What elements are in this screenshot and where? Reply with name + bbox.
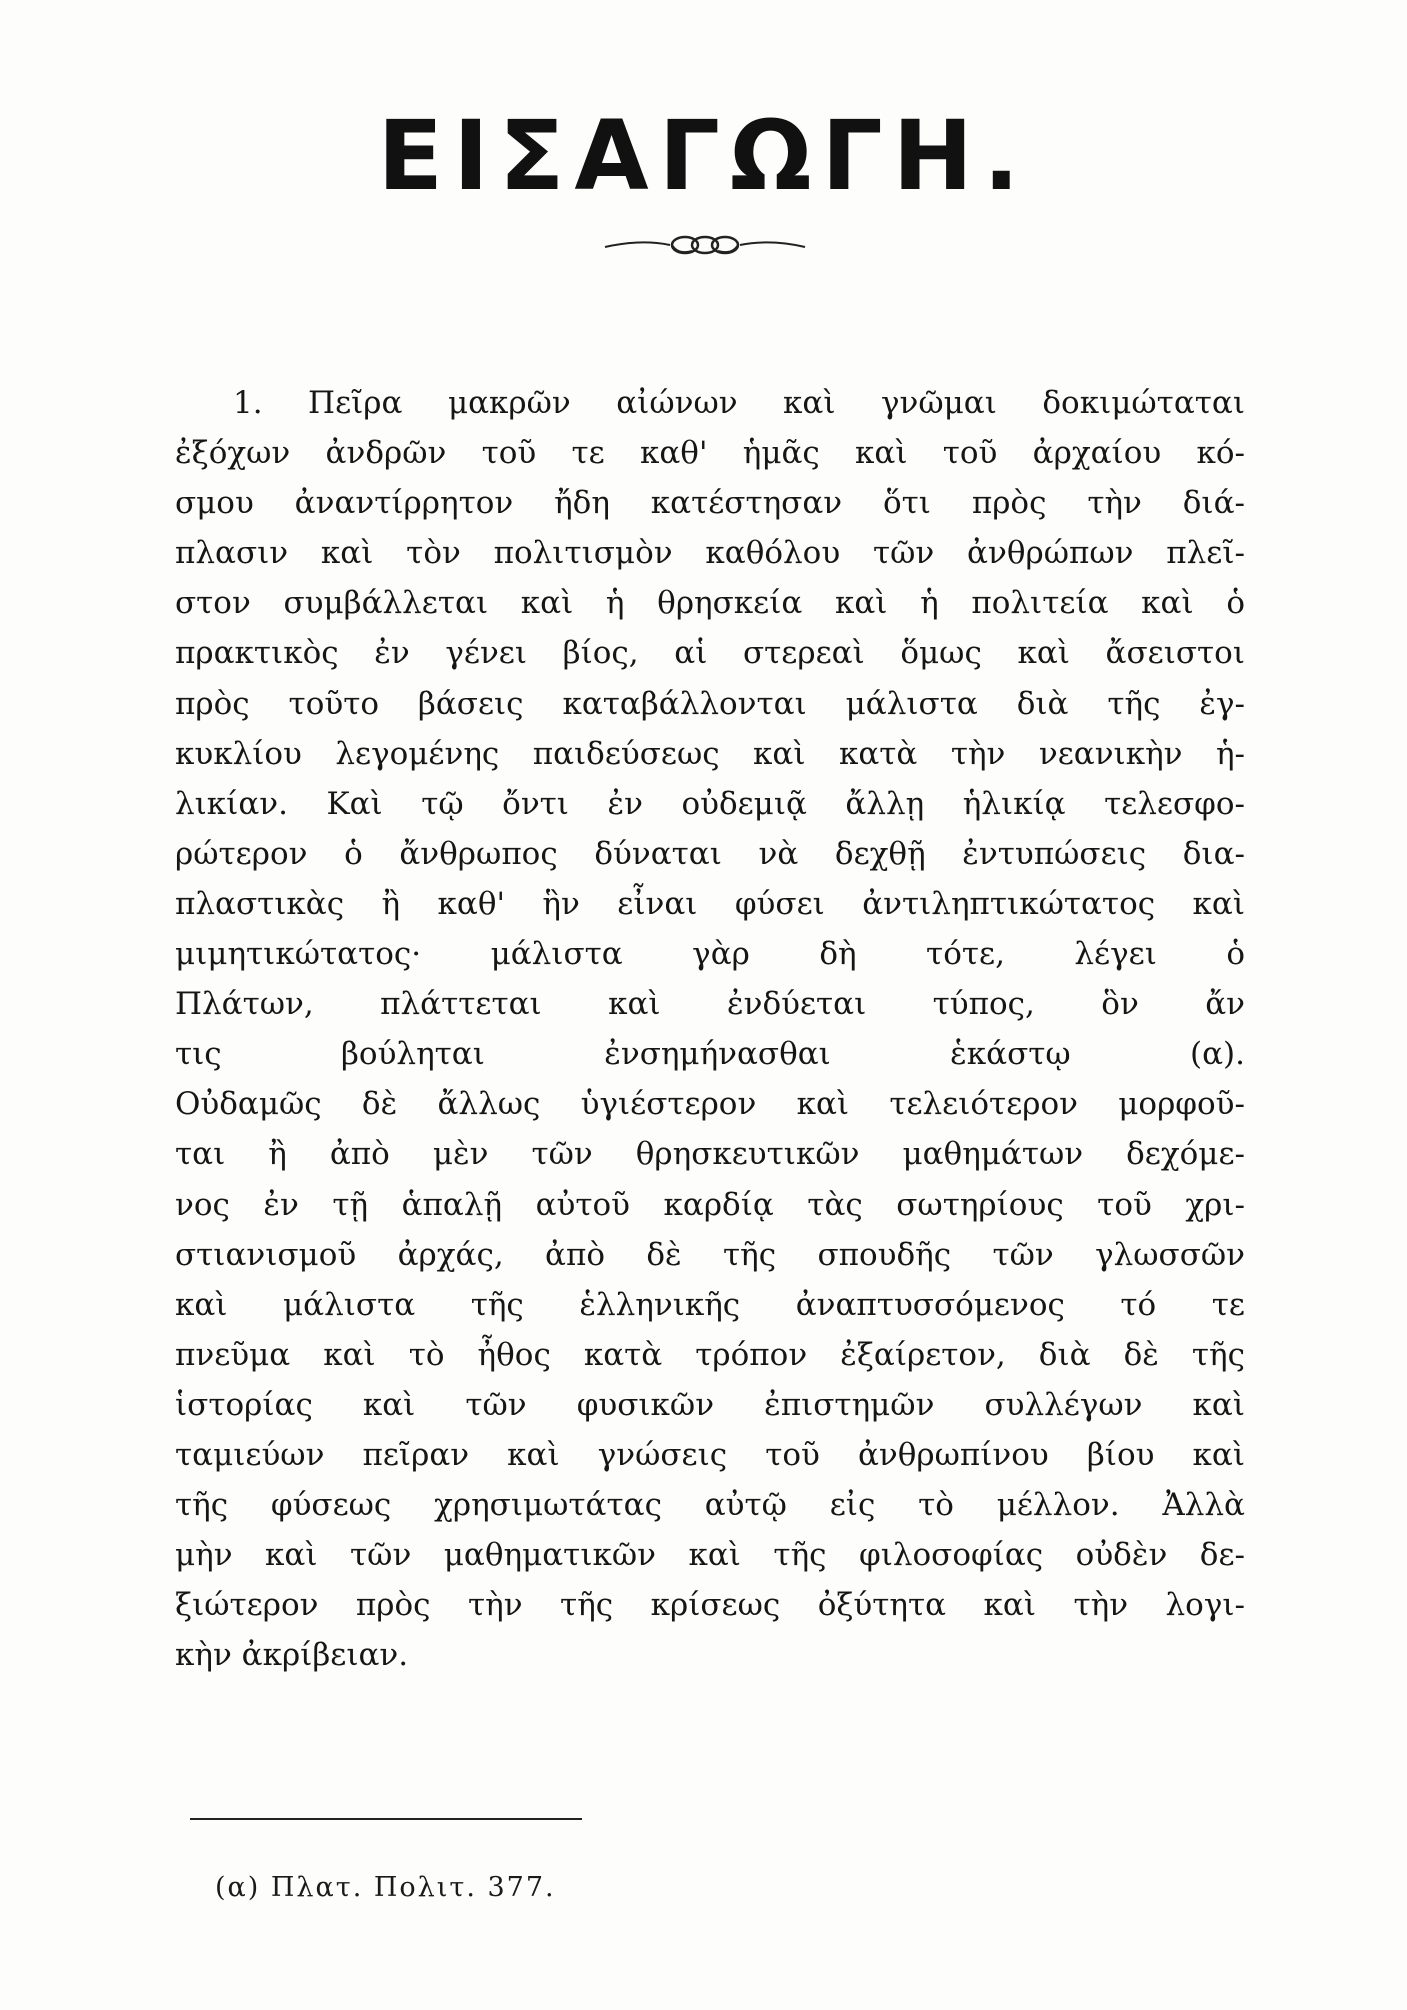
text-line: πρὸς τοῦτο βάσεις καταβάλλονται μάλιστα διὰ τῆς ἐγ- xyxy=(175,685,1245,722)
text-line: στον συμβάλλεται καὶ ἡ θρησκεία καὶ ἡ πολιτεία καὶ ὁ xyxy=(175,585,1245,622)
text-line: κυκλίου λεγομένης παιδεύσεως καὶ κατὰ τὴν νεανικὴν ἡ- xyxy=(175,735,1245,772)
text-line: ξιώτερον πρὸς τὴν τῆς κρίσεως ὀξύτητα καὶ τὴν λογι- xyxy=(175,1587,1245,1624)
text-line: καὶ μάλιστα τῆς ἑλληνικῆς ἀναπτυσσόμενος τό τε xyxy=(175,1286,1245,1323)
text-line: ρώτερον ὁ ἄνθρωπος δύναται νὰ δεχθῇ ἐντυπώσεις δια- xyxy=(175,835,1245,872)
text-line: 1. Πεῖρα μακρῶν αἰώνων καὶ γνῶμαι δοκιμώταται xyxy=(233,385,1245,421)
text-line: πνεῦμα καὶ τὸ ἦθος κατὰ τρόπον ἐξαίρετον, διὰ δὲ τῆς xyxy=(175,1336,1245,1373)
text-line: ταμιεύων πεῖραν καὶ γνώσεις τοῦ ἀνθρωπίνου βίου καὶ xyxy=(175,1436,1245,1473)
footnote: (α) Πλατ. Πολιτ. 377. xyxy=(215,1872,556,1903)
text-line: τις βούληται ἐνσημήνασθαι ἑκάστῳ (α). xyxy=(175,1036,1245,1073)
text-line: πλασιν καὶ τὸν πολιτισμὸν καθόλου τῶν ἀνθρώπων πλεῖ- xyxy=(175,535,1245,572)
text-line: μὴν καὶ τῶν μαθηματικῶν καὶ τῆς φιλοσοφίας οὐδὲν δε- xyxy=(175,1537,1245,1574)
page-title: ΕΙΣΑΓΩΓΗ. xyxy=(377,100,1030,212)
ornament-icon xyxy=(600,225,810,265)
text-line: στιανισμοῦ ἀρχάς, ἀπὸ δὲ τῆς σπουδῆς τῶν γλωσσῶν xyxy=(175,1236,1245,1273)
text-line: νος ἐν τῇ ἁπαλῇ αὐτοῦ καρδίᾳ τὰς σωτηρίους τοῦ χρι- xyxy=(175,1186,1245,1223)
text-line: ἱστορίας καὶ τῶν φυσικῶν ἐπιστημῶν συλλέγων καὶ xyxy=(175,1386,1245,1423)
text-line: κὴν ἀκρίβειαν. xyxy=(175,1637,409,1674)
footnote-divider xyxy=(190,1818,582,1820)
text-line: Οὐδαμῶς δὲ ἄλλως ὑγιέστερον καὶ τελειότερον μορφοῦ- xyxy=(175,1086,1245,1123)
text-line: σμου ἀναντίρρητον ἤδη κατέστησαν ὅτι πρὸς τὴν διά- xyxy=(175,485,1245,522)
text-line: ται ἢ ἀπὸ μὲν τῶν θρησκευτικῶν μαθημάτων δεχόμε- xyxy=(175,1136,1245,1173)
text-line: πρακτικὸς ἐν γένει βίος, αἱ στερεαὶ ὅμως καὶ ἄσειστοι xyxy=(175,635,1245,672)
text-line: μιμητικώτατος· μάλιστα γὰρ δὴ τότε, λέγει ὁ xyxy=(175,936,1245,973)
text-line: πλαστικὰς ἢ καθ' ἣν εἶναι φύσει ἀντιληπτικώτατος καὶ xyxy=(175,885,1245,922)
text-line: ἐξόχων ἀνδρῶν τοῦ τε καθ' ἡμᾶς καὶ τοῦ ἀρχαίου κό- xyxy=(175,435,1245,472)
text-line: λικίαν. Καὶ τῷ ὄντι ἐν οὐδεμιᾷ ἄλλῃ ἡλικίᾳ τελεσφο- xyxy=(175,785,1245,822)
body-paragraph xyxy=(175,378,1245,1680)
text-line: Πλάτων, πλάττεται καὶ ἐνδύεται τύπος, ὃν ἄν xyxy=(175,986,1245,1023)
text-line: τῆς φύσεως χρησιμωτάτας αὐτῷ εἰς τὸ μέλλον. Ἀλλὰ xyxy=(175,1487,1245,1524)
